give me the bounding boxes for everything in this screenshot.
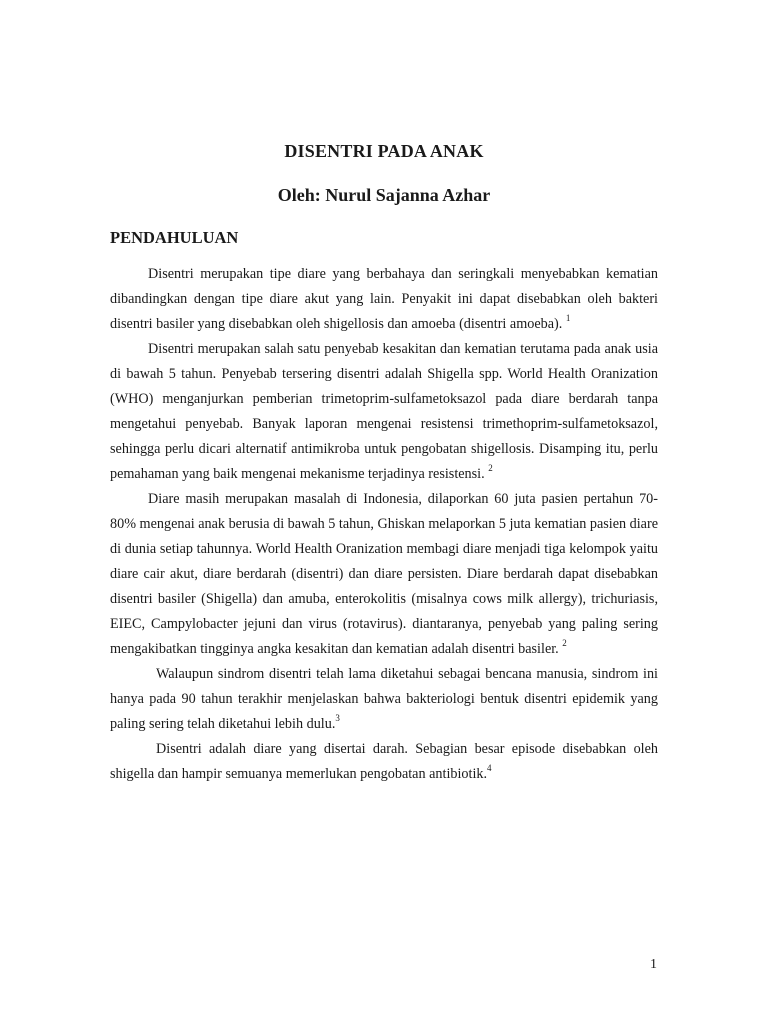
document-title: DISENTRI PADA ANAK [284,141,484,161]
paragraph [110,262,658,337]
paragraph [110,487,658,662]
paragraph-text: Disentri merupakan tipe diare yang berbahaya dan seringkali menyebabkan kematian dibandingkan dengan tipe diare akut yang lain. Penyakit ini dapat disebabkan oleh bakteri disentri basiler yang disebabkan oleh shigellosis dan amoeba (disentri amoeba). [110,266,658,332]
reference-number: 3 [335,713,340,724]
paragraph-text: Disentri adalah diare yang disertai darah. Sebagian besar episode disebabkan oleh shigella dan hampir semuanya memerlukan pengobatan antibiotik. [110,741,658,782]
reference-number: 2 [488,463,493,474]
paragraph-text: Walaupun sindrom disentri telah lama diketahui sebagai bencana manusia, sindrom ini hanya pada 90 tahun terakhir menjelaskan bahwa bakteriologi bentuk disentri epidemik yang paling sering telah diketahui lebih dulu. [110,666,658,732]
reference-number: 4 [487,763,492,774]
paragraph-text: Diare masih merupakan masalah di Indonesia, dilaporkan 60 juta pasien pertahun 70-80% mengenai anak berusia di bawah 5 tahun, Ghiskan melaporkan 5 juta kematian pasien diare di dunia setiap tahunnya. World Health Oranization membagi diare menjadi tiga kelompok yaitu diare cair akut, diare berdarah (disentri) dan diare persisten. Diare berdarah dapat disebabkan disentri basiler (Shigella) dan amuba, enterokolitis (misalnya cows milk allergy), trichuriasis, EIEC, Campylobacter jejuni dan virus (rotavirus). diantaranya, penyebab yang paling sering mengakibatkan tingginya angka kesakitan dan kematian adalah disentri basiler. [110,491,659,657]
paragraph [110,662,658,737]
paragraph [110,337,658,487]
paragraph-text: Disentri merupakan salah satu penyebab kesakitan dan kematian terutama pada anak usia di bawah 5 tahun. Penyebab tersering disentri adalah Shigella spp. World Health Oranization (WHO) menganjurkan pemberian trimetoprim-sulfametoksazol pada diare berdarah tanpa mengetahui penyebab. Banyak laporan mengenai resistensi trimethoprim-sulfametoksazol, sehingga perlu dicari alternatif antimikroba untuk pengobatan shigellosis. Disamping itu, perlu pemahaman yang baik mengenai mekanisme terjadinya resistensi. [110,341,658,482]
reference-number: 1 [565,313,571,324]
section-heading: PENDAHULUAN [110,228,239,247]
paragraph [110,737,658,787]
reference-number: 2 [562,638,567,649]
document-body [110,262,658,787]
author-line: Oleh: Nurul Sajanna Azhar [277,185,491,205]
page-number: 1 [650,957,657,972]
